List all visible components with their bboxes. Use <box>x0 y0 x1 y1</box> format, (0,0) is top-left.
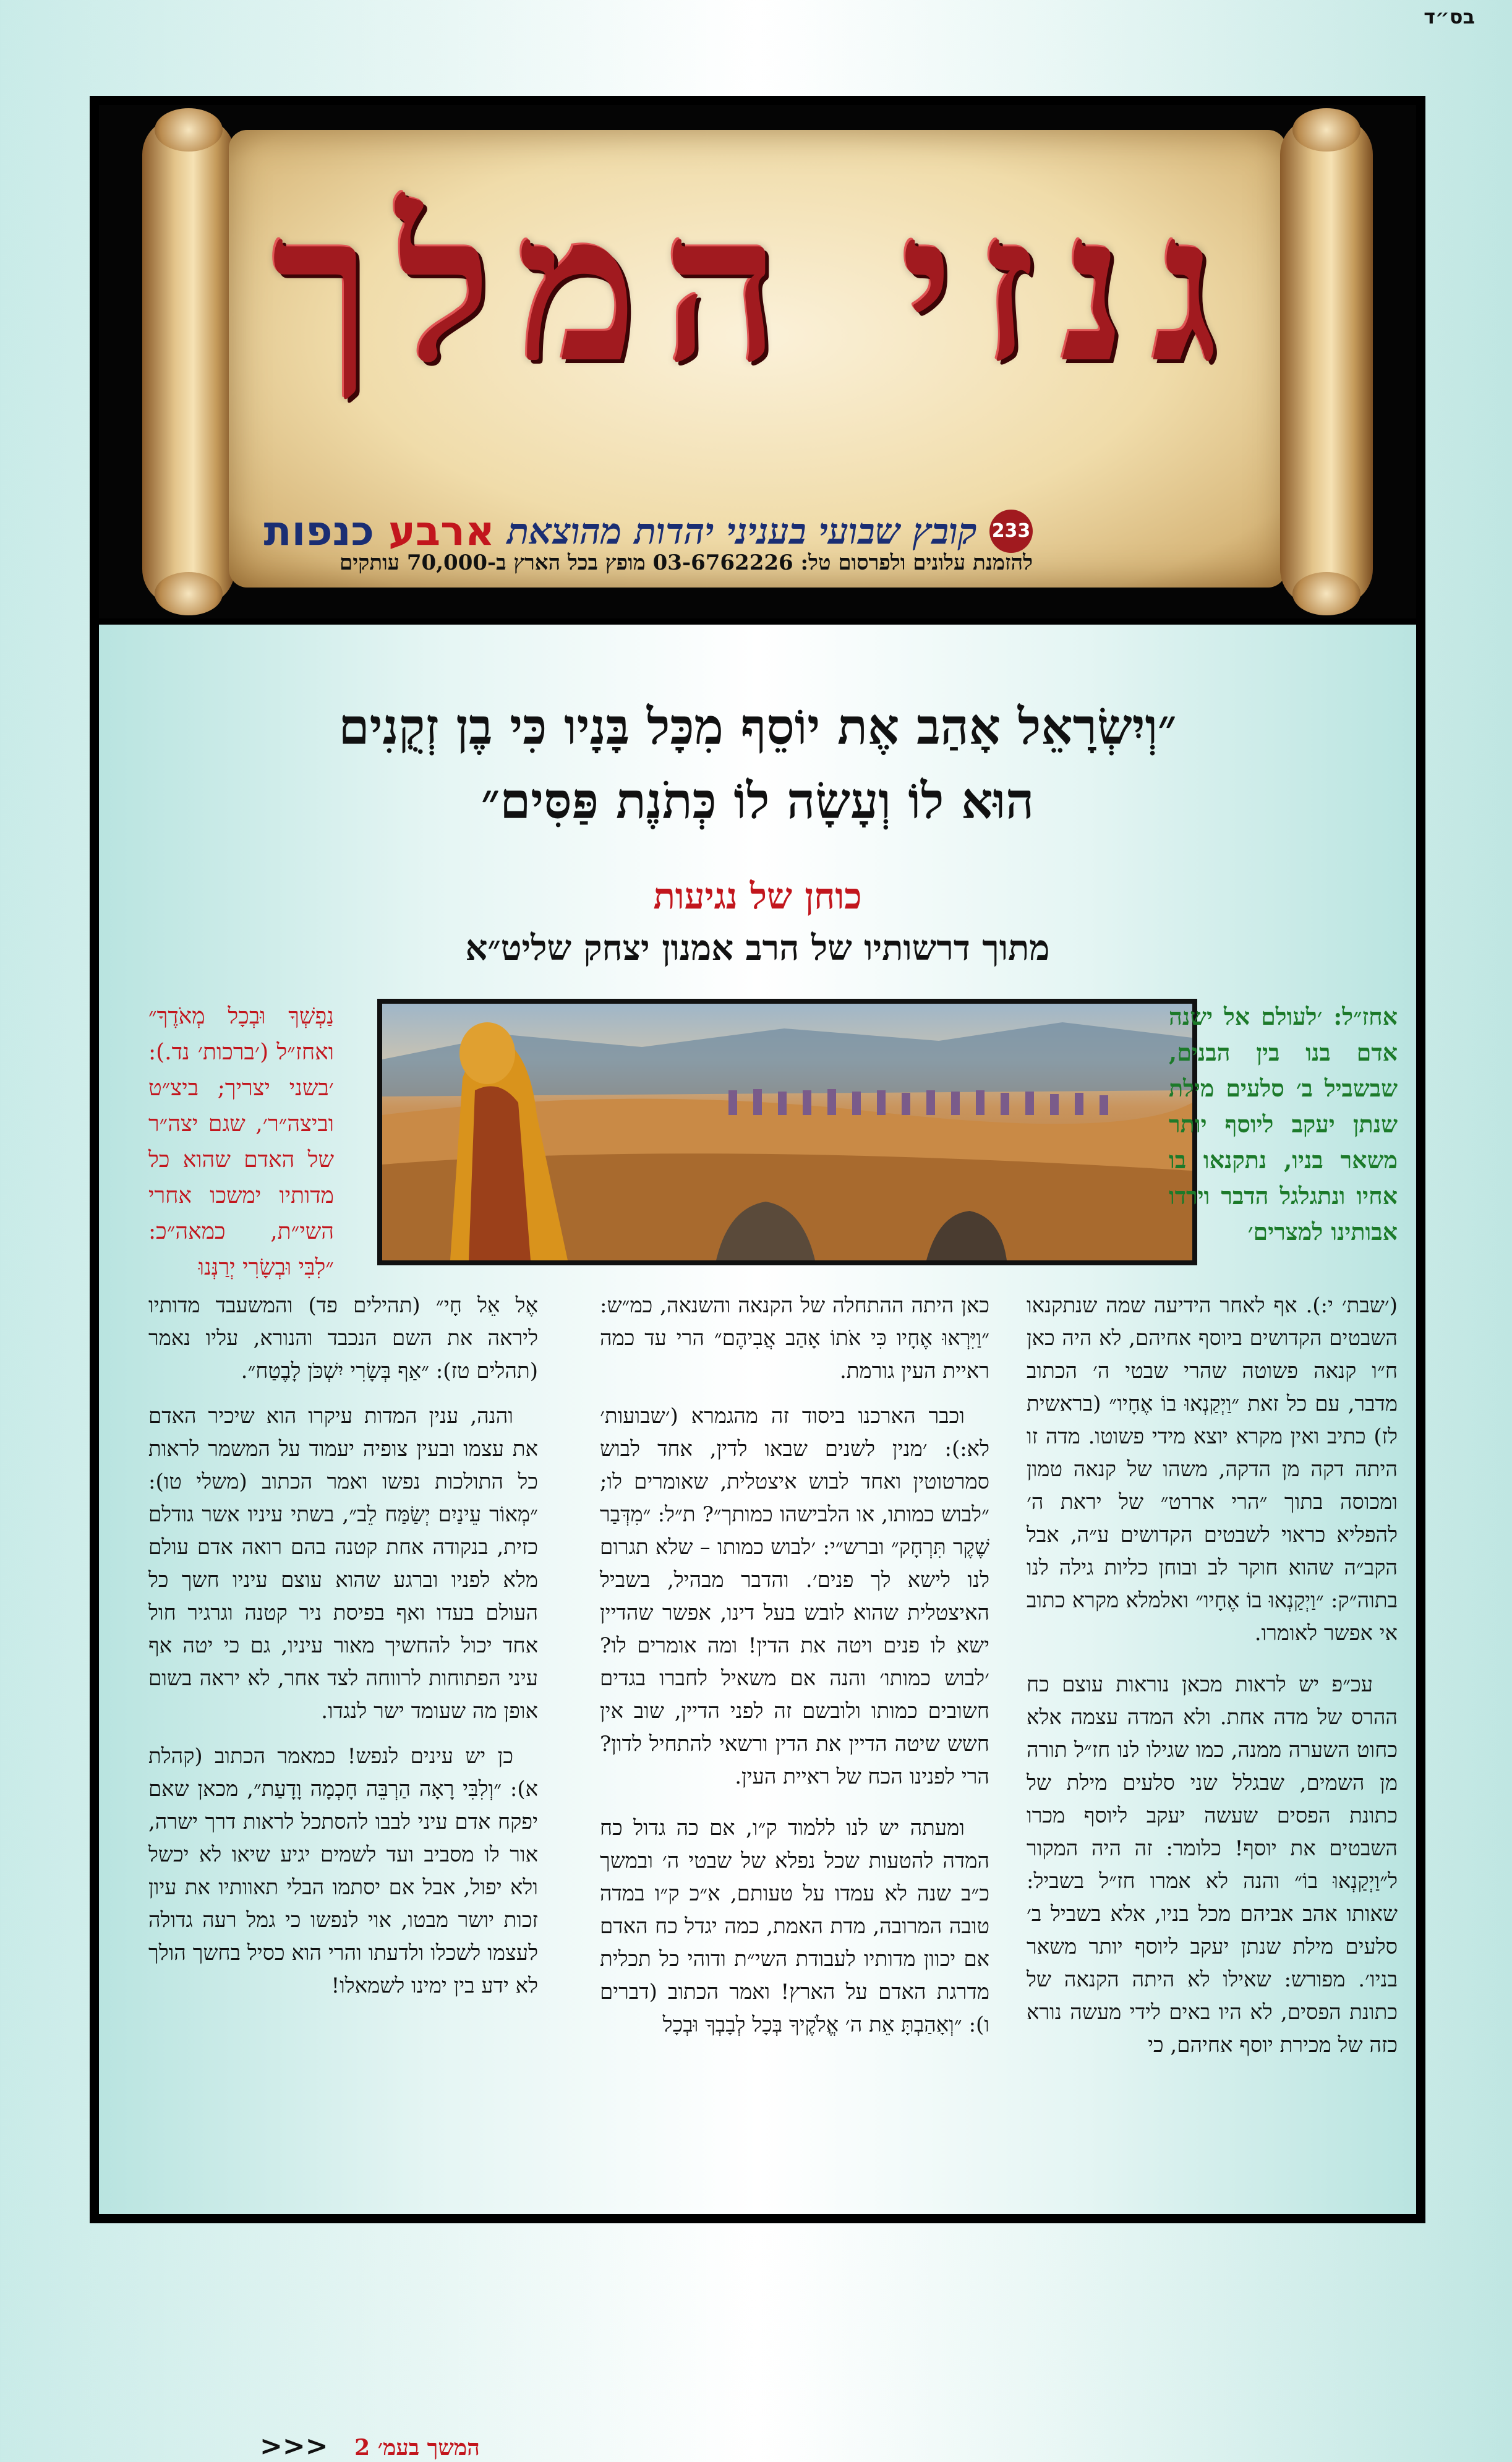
masthead-subline <box>264 507 1033 555</box>
column-right-intro <box>1169 999 1398 1250</box>
scroll-roll-left <box>142 118 235 606</box>
continued-label: המשך בעמ׳ 2 <box>354 2435 480 2461</box>
intro-quote: אחז״ל: ׳לעולם אל ישנה אדם בנו בין הבנים, שבשביל ב׳ סלעים מילת שנתן יעקב ליוסף יותר משאר בניו, נתקנאו בו אחיו ונתגלגל הדבר וירדו אבותינו למצרים׳ <box>1169 1002 1398 1246</box>
continued-arrows-icon: <<< <box>260 2430 328 2462</box>
column-left-paragraph-2: והנה, ענין המדות עיקרו הוא שיכיר האדם את עצמו ובעין צופיה יעמוד על המשמר לראות כל התולכות נפשו ואמר הכתוב (משלי טו): ״מְאוֹר עֵינַיִם יְשַׂמַּח לֵב״, בשתי עיניו אשר גודלם כזית, בנקודה אחת קטנה בהם רואה אדם עולם מלא לפניו וברגע שהוא עוצם עיניו חשך כל העולם בעדו ואף בפיסת ניר קטנה וגרגיר חול אחד יכול להחשיך מאור עיניו, גם כי יטה אף עיני הפתוחות לרווחה לצד אחר, לא יראה בשום אופן מה שעומד ישר לנגדו. <box>148 1404 538 1724</box>
article-headline-line2: הוּא לוֹ וְעָשָׂה לוֹ כְּתֹנֶת פַּסִּים״ <box>481 772 1035 830</box>
column-left-paragraph-3: כן יש עינים לנפש! כמאמר הכתוב (קהלת א): ״וְלִבִּי רָאָה הַרְבֵּה חָכְמָה וָדָעַת״, מכאן שאם יפקח אדם עיני לבבו להסתכל לראות דרך ישרה, אור לו מסביב ועד לשמים יגיע שיאו לא יכשל ולא יפול, אבל אם יסתמו הבלי תאוותיו את עיון זכות יושר מבטו, אוי לנפשו כי גמל רעה גדולה לעצמו לשכלו ולדעתו והרי הוא כסיל בחשך הולך לא ידע בין ימינו לשמאלו! <box>148 1744 538 1998</box>
column-middle-paragraph-3: ומעתה יש לנו ללמוד ק״ו, אם כה גדול כח המדה להטעות שכל נפלא של שבטי ה׳ ובמשך כ״ב שנה לא עמדו על טעותם, א״כ ק״ו במדה טובה המרובה, מדת האמת, כמה יגדל כח האדם אם יכוון מדותיו לעבודת השי״ת ודוהי כל תכלית מדרגת האדם על הארץ! ואמר הכתוב (דברים ו): ״וְאָהַבְתָּ אֵת ה׳ אֱלֹקֶיךָ בְּכָל לְבָבְךָ וּבְכָל <box>600 1816 989 2037</box>
article-byline: מתוך דרשותיו של הרב אמנון יצחק שליט״א <box>465 928 1050 968</box>
column-middle <box>600 1289 989 2041</box>
issue-number-badge: 233 <box>989 510 1033 553</box>
masthead-subtitle: קובץ שבועי בעניני יהדות מהוצאת <box>506 510 977 552</box>
column-left-paragraph-1: אֶל אֵל חָי״ (תהילים פד) והמשעבד מדותיו ליראה את השם הנכבד והנורא, עליו נאמר (תהלים טז): ״אַף בְּשָׂרִי יִשְׁכֹּן לָבֶטַח״. <box>148 1293 538 1383</box>
corner-mark-bsd: בס״ד <box>1424 5 1475 28</box>
continued-on-page[interactable] <box>260 2430 480 2462</box>
column-right <box>1027 1289 1398 2062</box>
article-headline-line1: ״וְיִשְׂרָאֵל אָהַב אֶת יוֹסֵף מִכָּל בָּנָיו כִּי בֶן זְקֻנִים <box>338 698 1177 756</box>
column-middle-paragraph-1: כאן היתה ההתחלה של הקנאה והשנאה, כמ״ש: ״וַיִּרְאוּ אֶחָיו כִּי אֹתוֹ אָהַב אֲבִיהֶם״ הרי עד כמה ראיית העין גורמת. <box>600 1293 989 1383</box>
scroll-parchment <box>229 130 1286 588</box>
column-right-paragraph-2: עכ״פ יש לראות מכאן נוראות עוצם כח ההרס של מדה אחת. ולא המדה עצמה אלא כחוט השערה ממנה, כמו שגילו לנו חז״ל תורה מן השמים, שבגלל שני סלעים מילת של כתונת הפסים שעשה יעקב ליוסף מכרו השבטים את יוסף! כלומר: זה היה המקור ל״וַיְקַנְאוּ בוֹ״ והנה לא אמרו חז״ל בשביל: שאותו אהב אביהם מכל בניו, אלא בשביל ב׳ סלעים מילת שנתן יעקב ליוסף יותר משאר בניו׳. מפורש: שאילו לא היתה הקנאה של כתונת הפסים, לא היו באים לידי מעשה נורא כזה של מכירת יוסף אחיהם, כי <box>1027 1672 1398 2058</box>
publisher-logo-part2: כנפות <box>263 507 374 555</box>
article-illustration <box>377 999 1197 1265</box>
masthead-contact: להזמנת עלונים ולפרסום טל: 03-6762226 מופץ בכל הארץ ב-70,000 עותקים <box>340 550 1033 575</box>
publisher-logo <box>264 507 495 555</box>
masthead-title: גנזי המלך <box>271 168 1244 408</box>
column-right-paragraph-1: (׳שבת׳ י:). אף לאחר הידיעה שמה שנתקנאו השבטים הקדושים ביוסף אחיהם, לא היה כאן ח״ו קנאה פשוטה שהרי שבטי ה׳ הכתוב מדבר, עם כל זאת ״וַיְקַנְאוּ בוֹ אֶחָיו״ (בראשית לז) כתיב ואין מקרא יוצא מידי פשוטו. מדה זו היתה דקה מן הדקה, משהו של קנאה טמון ומכוסה בתוך ״הרי אררט״ של יראת ה׳ להפליא כראוי לשבטים הקדושים ע״ה, אבל הקב״ה שהוא חוקר לב ובוחן כליות גילה לנו בתוה״ק: ״וַיְקַנְאוּ בוֹ אֶחָיו״ ואלמלא מקרא כתוב אי אפשר לאומרו. <box>1027 1293 1398 1646</box>
column-left-top <box>148 999 334 1286</box>
publisher-logo-part1: ארבע <box>388 507 495 555</box>
masthead <box>99 105 1416 618</box>
article-subhead: כוחן של נגיעות <box>653 875 862 917</box>
article-area <box>99 625 1416 2462</box>
column-left-top-text: נַפְשְׁךָ וּבְכָל מְאֹדֶךָ״ ואחז״ל (׳ברכות׳ נד.): ׳בשני יצריך; ביצ״ט וביצה״ר׳, שגם יצה״ר של האדם שהוא כל מדותיו ימשכו אחרי השי״ת, כמאה״כ: ״לִבִּי וּבְשָׂרִי יְרַנְּנוּ <box>148 1004 334 1280</box>
column-left <box>148 1289 538 2003</box>
column-middle-paragraph-2: וכבר הארכנו ביסוד זה מהגמרא (׳שבועות׳ לא:): ׳מנין לשנים שבאו לדין, אחד לבוש סמרטוטין ואחד לבוש איצטלית, שאומרים לו; ״לבוש כמותו, או הלבישהו כמותך״? ת״ל: ״מִדְּבַר שֶׁקֶר תִּרְחָק״ וברש״י: ׳לבוש כמותו – שלא תגרום לנו לישא לך פנים׳. והדבר מבהיל, בשביל האיצטלית שהוא לובש בעל דינו, אפשר שהדיין ישא לו פנים ויטה את הדין! ומה אומרים לו? ׳לבוש כמותו׳ והנה אם משאיל לחברו בגדים חשובים כמותו ולובשם זה לפני הדיין, שוב אין חשש שיטה הדיין את הדין ורשאי להתחיל לדון? הרי לפנינו הכח של ראיית העין. <box>600 1404 989 1789</box>
scroll-roll-right <box>1280 118 1373 606</box>
